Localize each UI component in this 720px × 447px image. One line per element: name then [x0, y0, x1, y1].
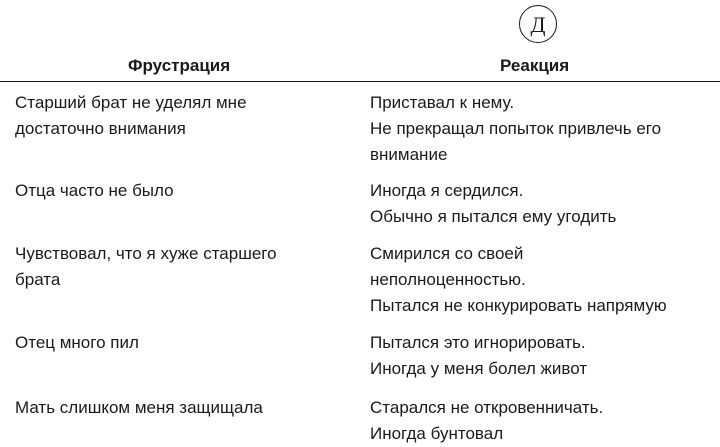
- cell-line: Иногда я сердился.: [370, 181, 524, 200]
- section-marker-badge: Д: [519, 5, 557, 43]
- cell-line: Старался не откровенничать.: [370, 398, 604, 417]
- cell-line: Иногда бунтовал: [370, 424, 504, 443]
- cell-line: Не прекращал попыток привлечь его: [370, 119, 662, 138]
- frustration-cell: [15, 241, 335, 293]
- reaction-cell: [370, 395, 720, 447]
- cell-line: Смирился со своей: [370, 244, 524, 263]
- reaction-cell: [370, 90, 720, 168]
- cell-line: брата: [15, 270, 61, 289]
- frustration-cell: [15, 330, 335, 356]
- column-header-reaction: Реакция: [500, 56, 570, 75]
- reaction-cell: [370, 178, 720, 230]
- cell-line: Отца часто не было: [15, 181, 174, 200]
- cell-line: внимание: [370, 145, 448, 164]
- frustration-cell: [15, 395, 335, 421]
- cell-line: Пытался это игнорировать.: [370, 333, 586, 352]
- header-divider: [0, 81, 720, 82]
- reaction-cell: [370, 330, 720, 382]
- cell-line: неполноценностью.: [370, 270, 526, 289]
- cell-line: Приставал к нему.: [370, 93, 515, 112]
- reaction-cell: [370, 241, 720, 319]
- cell-line: Пытался не конкурировать напрямую: [370, 296, 667, 315]
- cell-line: достаточно внимания: [15, 119, 186, 138]
- cell-line: Мать слишком меня защищала: [15, 398, 263, 417]
- cell-line: Отец много пил: [15, 333, 139, 352]
- cell-line: Обычно я пытался ему угодить: [370, 207, 617, 226]
- frustration-cell: [15, 178, 335, 204]
- table-header: [0, 52, 720, 82]
- frustration-cell: [15, 90, 335, 142]
- cell-line: Иногда у меня болел живот: [370, 359, 588, 378]
- cell-line: Чувствовал, что я хуже старшего: [15, 244, 277, 263]
- cell-line: Старший брат не уделял мне: [15, 93, 247, 112]
- column-header-frustration: Фрустрация: [128, 56, 231, 75]
